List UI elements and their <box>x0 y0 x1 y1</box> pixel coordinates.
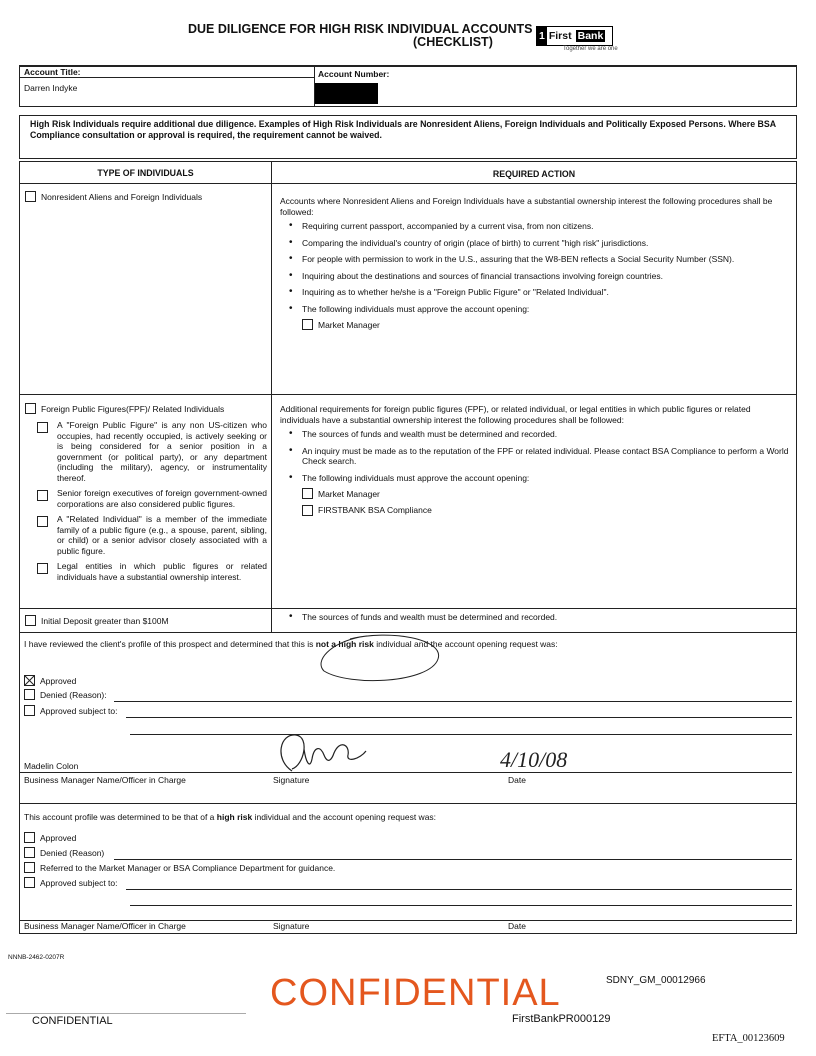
fpf-sub-checkbox[interactable] <box>37 490 48 501</box>
account-title-value: Darren Indyke <box>24 83 78 93</box>
intro-box <box>19 115 797 159</box>
fpf-sub-item <box>25 514 267 556</box>
firstbank-logo <box>536 26 613 46</box>
row-fpf-action <box>280 404 790 517</box>
fpf-sub-checkbox[interactable] <box>37 516 48 527</box>
account-number-label: Account Number: <box>318 69 390 79</box>
nra-bullet: • Inquiring as to whether he/she is a "Foreign Public Figure" or "Related Individual". <box>280 287 790 298</box>
nra-bullet: • Comparing the individual's country of origin (place of birth) to current "high risk" jurisdictions. <box>280 238 790 249</box>
row-nra-type <box>25 192 265 203</box>
review2-option-approved <box>24 833 76 844</box>
review1-option-label: Approved subject to: <box>40 706 118 716</box>
review2-option-denied <box>24 848 104 859</box>
fpf-intro: Additional requirements for foreign public figures (FPF), or related individual, or legal entities in which public figures or related individuals have a substantial ownership interest the following procedures shall be followed: <box>280 404 751 425</box>
review2-name-label: Business Manager Name/Officer in Charge <box>24 921 186 931</box>
review1-approved-checkbox[interactable] <box>24 675 35 686</box>
col-header-type: TYPE OF INDIVIDUALS <box>97 168 194 178</box>
nra-bullet: • Inquiring about the destinations and sources of financial transactions involving foreign countries. <box>280 271 790 282</box>
fpf-sub-text: Senior foreign executives of foreign government-owned corporations are also considered public figures. <box>57 488 267 509</box>
efta-number: EFTA_00123609 <box>712 1033 785 1044</box>
nra-checkbox[interactable] <box>25 191 36 202</box>
fpf-approver-1 <box>280 489 790 500</box>
fpf-sub-checkbox[interactable] <box>37 563 48 574</box>
review2-referred-checkbox[interactable] <box>24 862 35 873</box>
review2-approved-checkbox[interactable] <box>24 832 35 843</box>
fpf-sub-item <box>25 488 267 509</box>
review2-statement <box>24 812 784 822</box>
deposit-type-label: Initial Deposit greater than $100M <box>41 616 169 626</box>
review1-statement-bold: not a high risk <box>315 639 374 649</box>
review2-option-label: Approved <box>40 833 77 843</box>
confidential-stamp: CONFIDENTIAL <box>270 972 561 1014</box>
review2-statement-b: individual and the account opening request was: <box>252 812 437 822</box>
review1-name-label: Business Manager Name/Officer in Charge <box>24 775 186 785</box>
fpf-bullet: • The following individuals must approve the account opening: <box>280 473 790 484</box>
review2-option-subject <box>24 878 118 889</box>
bates-firstbank: FirstBankPR000129 <box>512 1013 611 1025</box>
account-box <box>19 65 797 107</box>
review2-option-label: Approved subject to: <box>40 878 118 888</box>
svg-text:4/10/08: 4/10/08 <box>500 747 568 772</box>
fpf-approver-2 <box>280 505 790 516</box>
fpf-sub-text: A "Related Individual" is a member of the immediate family of a public figure (e.g., a spouse, parent, sibling, or child) or a senior advisor closely associated with a public figure. <box>57 514 267 556</box>
review2-option-label: Denied (Reason) <box>40 848 105 858</box>
confidential-footer: CONFIDENTIAL <box>32 1015 113 1027</box>
nra-bullet: • For people with permission to work in the U.S., assuring that the W8-BEN reflects a Social Security Number (SSN). <box>280 254 790 265</box>
review2-option-referred <box>24 863 335 874</box>
fpf-sub-text: A "Foreign Public Figure" is any non US-citizen who occupies, had recently occupied, is actively seeking or is being considered for a senior position in a government (or political party), or any department (including the military), agency, or instrumentality thereof. <box>57 420 267 483</box>
logo-one: 1 <box>537 27 547 45</box>
nra-approver-label: Market Manager <box>318 320 380 330</box>
review2-signature-label: Signature <box>273 921 310 931</box>
checklist-table <box>19 161 797 633</box>
nra-intro: Accounts where Nonresident Aliens and Foreign Individuals have a substantial ownership interest the following procedures shall be followed: <box>280 196 773 217</box>
review2-statement-a: This account profile was determined to be that of a <box>24 812 217 822</box>
account-title-label: Account Title: <box>24 67 81 77</box>
nra-market-manager-checkbox[interactable] <box>302 319 313 330</box>
review1-signature-label: Signature <box>273 775 310 785</box>
fpf-approver-label: FIRSTBANK BSA Compliance <box>318 505 432 516</box>
col-header-action: REQUIRED ACTION <box>492 169 576 179</box>
intro-text: High Risk Individuals require additional due diligence. Examples of High Risk Individuals are Nonresident Aliens, Foreign Individuals and Politically Exposed Persons. Where BSA Compliance consultation or approval is required, the requirement cannot be waived. <box>30 119 776 140</box>
row-deposit-type <box>25 616 265 627</box>
fpf-sub-text: Legal entities in which public figures or related individuals have a substantial ownership interest. <box>57 561 267 582</box>
review1-option-approved <box>24 676 76 687</box>
signature-image <box>270 729 400 775</box>
fpf-sub-checkbox[interactable] <box>37 422 48 433</box>
title-line-2: (CHECKLIST) <box>413 35 493 49</box>
fpf-sub-item <box>25 420 267 483</box>
fpf-bullet: • An inquiry must be made as to the reputation of the FPF or related individual. Please contact BSA Compliance to perform a World Check search. <box>280 446 790 467</box>
fpf-bsa-compliance-checkbox[interactable] <box>302 505 313 516</box>
handwritten-circle <box>310 631 460 691</box>
nra-approver <box>280 320 790 331</box>
row-nra-action <box>280 196 790 331</box>
review2-subject-checkbox[interactable] <box>24 877 35 888</box>
review1-option-label: Approved <box>40 676 77 686</box>
account-number-redaction <box>315 83 378 104</box>
review1-statement-b: individual and the account opening request was: <box>373 639 558 649</box>
logo-bank: Bank <box>577 30 604 42</box>
row-fpf-type <box>25 404 267 582</box>
fpf-type-label: Foreign Public Figures(FPF)/ Related Individuals <box>41 404 225 414</box>
fpf-sub-item <box>25 561 267 582</box>
handwritten-date <box>496 743 586 773</box>
nra-bullet: • The following individuals must approve the account opening: <box>280 304 790 315</box>
review1-option-subject <box>24 706 118 717</box>
review2-option-label: Referred to the Market Manager or BSA Compliance Department for guidance. <box>40 863 336 873</box>
logo-first: First <box>548 30 572 42</box>
fpf-bullet: • The sources of funds and wealth must be determined and recorded. <box>280 429 790 440</box>
review2-statement-bold: high risk <box>216 812 253 822</box>
bates-sdny: SDNY_GM_00012966 <box>606 975 706 986</box>
review-high-risk <box>19 803 797 934</box>
deposit-checkbox[interactable] <box>25 615 36 626</box>
fpf-checkbox[interactable] <box>25 403 36 414</box>
review1-statement-a: I have reviewed the client's profile of this prospect and determined that this is <box>24 639 316 649</box>
review2-date-label: Date <box>508 921 526 931</box>
officer-name: Madelin Colon <box>24 761 79 771</box>
fpf-market-manager-checkbox[interactable] <box>302 488 313 499</box>
fpf-approver-label: Market Manager <box>318 489 380 499</box>
review1-denied-checkbox[interactable] <box>24 689 35 700</box>
review1-date-label: Date <box>508 775 526 785</box>
review1-subject-checkbox[interactable] <box>24 705 35 716</box>
nra-bullet: • Requiring current passport, accompanied by a current visa, from non citizens. <box>280 221 790 232</box>
form-code: NNNB-2462-0207R <box>8 954 65 961</box>
review1-option-denied <box>24 690 107 701</box>
logo-tagline: Together we are one <box>563 46 618 52</box>
review1-option-label: Denied (Reason): <box>40 690 107 700</box>
review-not-high-risk <box>19 631 797 804</box>
nra-type-label: Nonresident Aliens and Foreign Individuals <box>41 192 203 202</box>
title-line-1: DUE DILIGENCE FOR HIGH RISK INDIVIDUAL ACCOUNTS <box>188 22 533 36</box>
review2-denied-checkbox[interactable] <box>24 847 35 858</box>
deposit-bullet: • The sources of funds and wealth must be determined and recorded. <box>280 612 792 623</box>
